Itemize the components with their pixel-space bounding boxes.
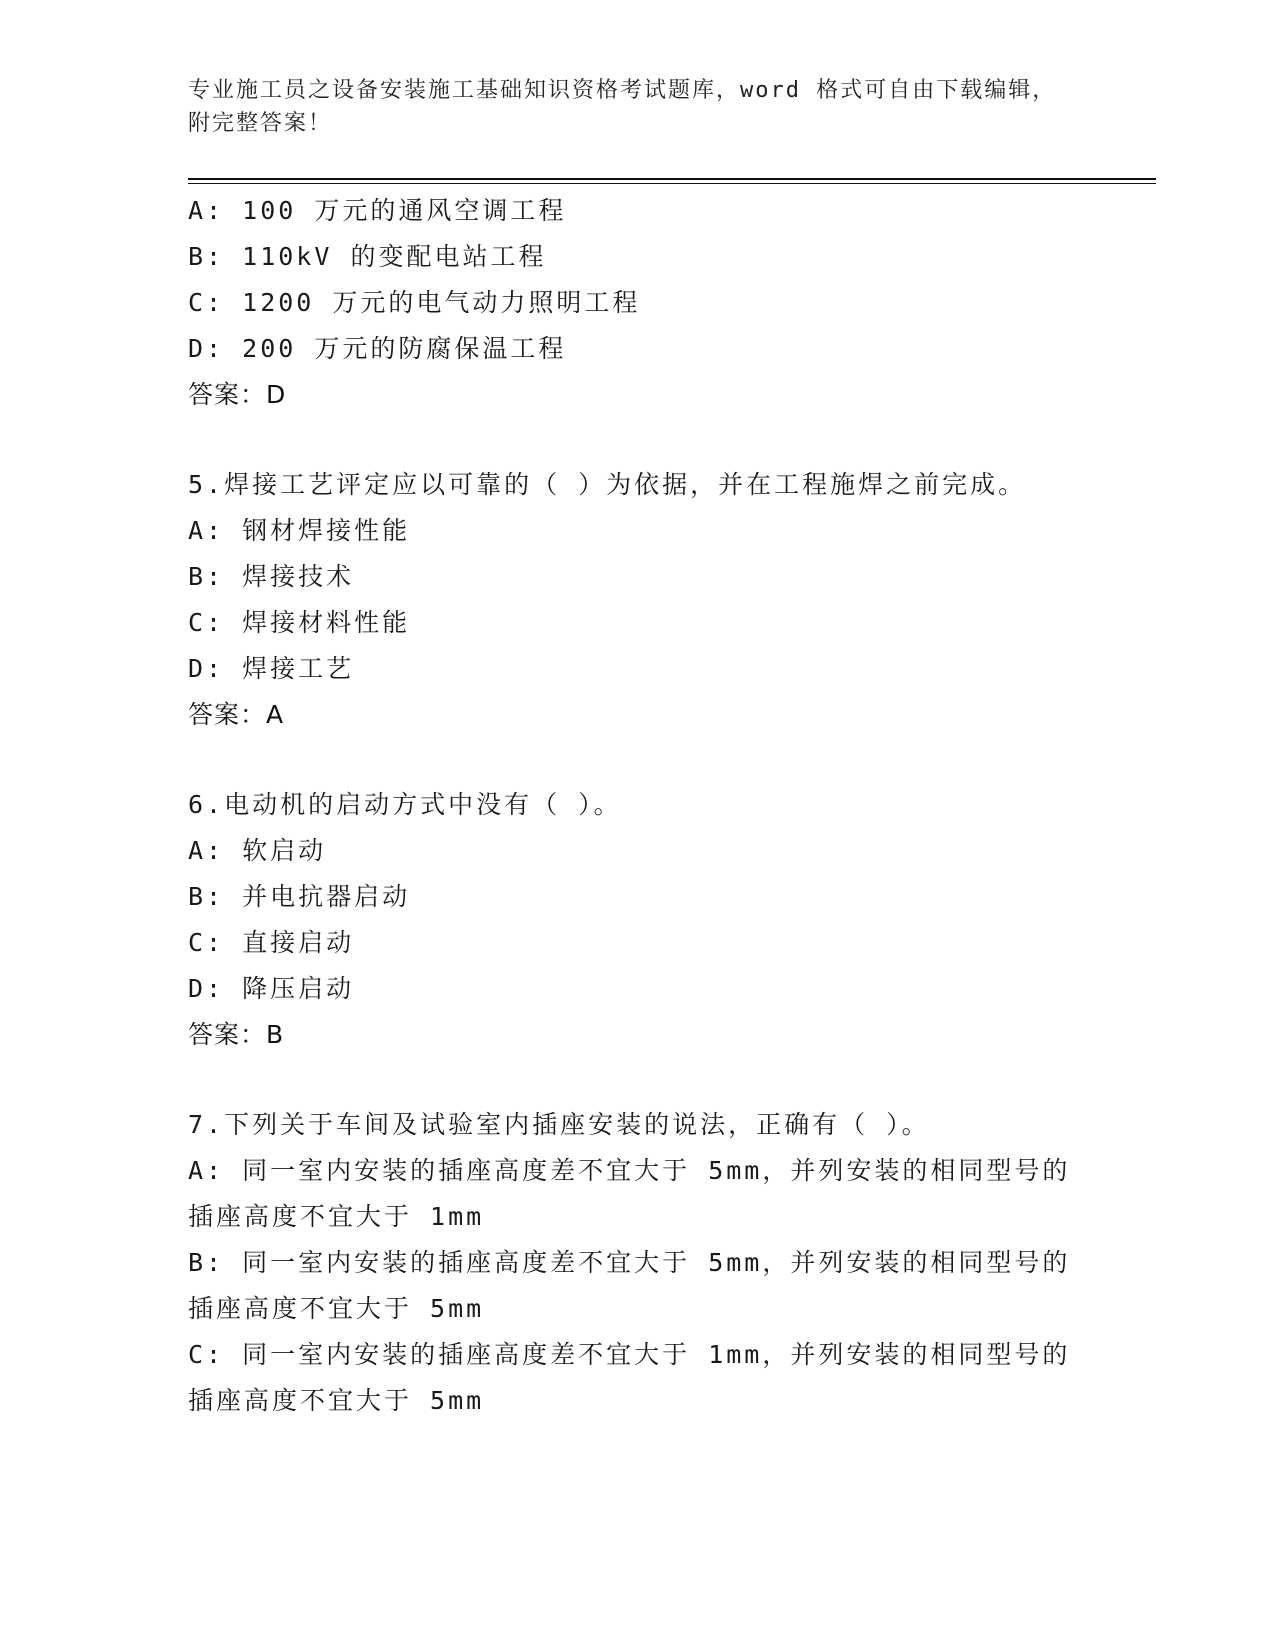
option-d: D: 200 万元的防腐保温工程	[188, 334, 567, 363]
option-b: B: 焊接技术	[188, 562, 355, 591]
option-c: C: 焊接材料性能	[188, 608, 411, 637]
question-7	[188, 1102, 1118, 1424]
option-a: A: 钢材焊接性能	[188, 516, 411, 545]
option-a: A: 软启动	[188, 836, 327, 865]
spacer	[188, 1058, 1118, 1102]
question-6	[188, 782, 1118, 1058]
option-a-line-2: 插座高度不宜大于 1mm	[188, 1202, 485, 1231]
option-a: A: 100 万元的通风空调工程	[188, 196, 567, 225]
option-c: C: 1200 万元的电气动力照明工程	[188, 288, 641, 317]
option-c-line-2: 插座高度不宜大于 5mm	[188, 1386, 485, 1415]
question-4	[188, 188, 1118, 418]
header-rule-thick	[188, 178, 1156, 180]
header-line-2: 附完整答案！	[188, 111, 333, 136]
option-c-line-1: C: 同一室内安装的插座高度差不宜大于 1mm，并列安装的相同型号的	[188, 1340, 1071, 1369]
answer: 答案：A	[188, 700, 285, 729]
spacer	[188, 738, 1118, 782]
header-rule-thin	[188, 183, 1156, 184]
question-list	[188, 188, 1118, 1424]
option-c: C: 直接启动	[188, 928, 355, 957]
question-5	[188, 462, 1118, 738]
option-d: D: 焊接工艺	[188, 654, 355, 683]
option-b: B: 110kV 的变配电站工程	[188, 242, 547, 271]
question-text: 6.电动机的启动方式中没有（ ）。	[188, 790, 622, 819]
option-b-line-1: B: 同一室内安装的插座高度差不宜大于 5mm，并列安装的相同型号的	[188, 1248, 1071, 1277]
question-text: 7.下列关于车间及试验室内插座安装的说法，正确有（ ）。	[188, 1110, 930, 1139]
option-b: B: 并电抗器启动	[188, 882, 411, 911]
document-header	[188, 74, 1088, 140]
answer: 答案：B	[188, 1020, 285, 1049]
option-b-line-2: 插座高度不宜大于 5mm	[188, 1294, 485, 1323]
option-a-line-1: A: 同一室内安装的插座高度差不宜大于 5mm，并列安装的相同型号的	[188, 1156, 1071, 1185]
answer: 答案：D	[188, 380, 287, 409]
question-text: 5.焊接工艺评定应以可靠的（ ）为依据，并在工程施焊之前完成。	[188, 470, 1027, 499]
option-d: D: 降压启动	[188, 974, 355, 1003]
header-line-1: 专业施工员之设备安装施工基础知识资格考试题库，word 格式可自由下载编辑，	[188, 78, 1057, 103]
spacer	[188, 418, 1118, 462]
